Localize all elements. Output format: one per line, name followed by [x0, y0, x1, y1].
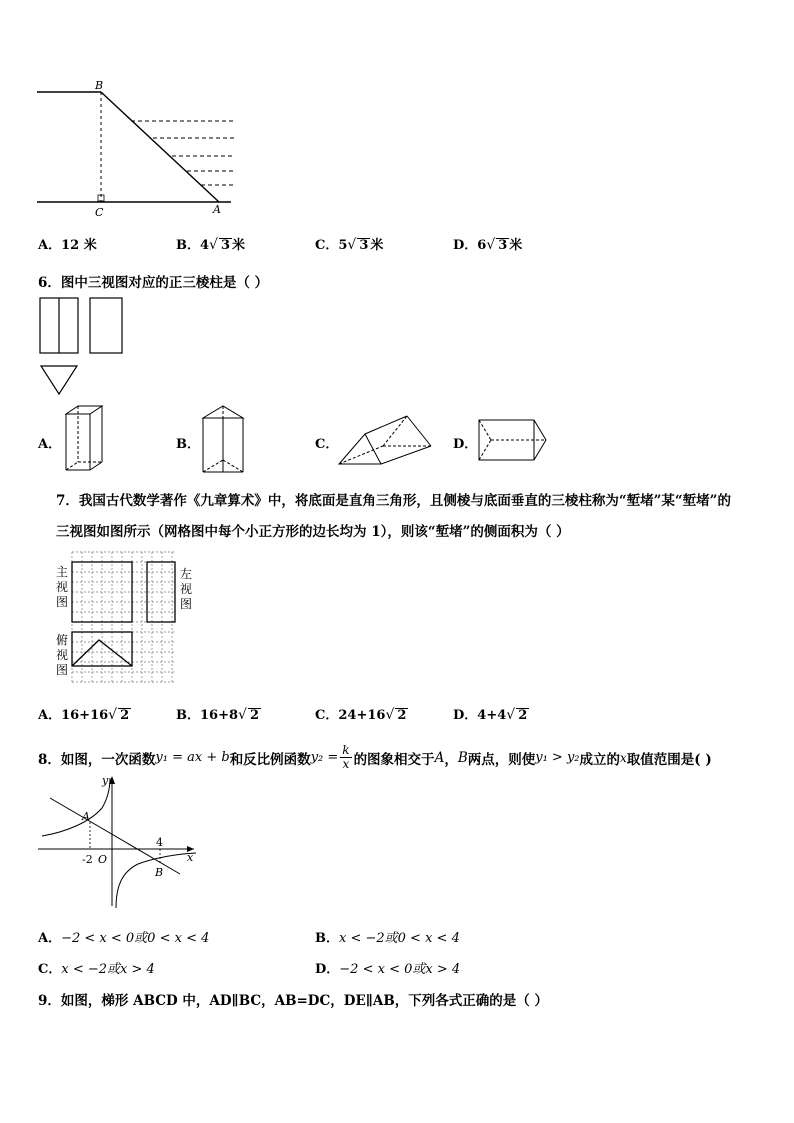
- q5-option-c[interactable]: C．5√ 3 米: [315, 237, 384, 253]
- fraction-k-over-x: $\frac{k}{x}$: [342, 743, 350, 771]
- q5-option-d[interactable]: D．6√ 3 米: [453, 237, 523, 253]
- q5-option-a[interactable]: A．12 米: [38, 238, 97, 253]
- q7-option-c[interactable]: C．24+16√ 2: [315, 707, 407, 723]
- q7-left-view-label: 左 视 图: [180, 567, 193, 611]
- q8-option-d[interactable]: D．−2 < x < 0或x > 4: [315, 962, 461, 977]
- q6-option-d[interactable]: D．: [453, 437, 478, 452]
- q6-three-views: [38, 296, 128, 402]
- q6-option-b[interactable]: B．: [176, 437, 200, 452]
- q8-stem: 8．如图，一次函数 y₁ = ax + b 和反比例函数 y₂ = $\frac{k}{x}$ 的图象相交于 A ， B 两点，则使 y₁ > y₂ 成立的 x 取值范围是( ): [38, 743, 712, 771]
- tick-neg2-label: -2: [82, 853, 93, 866]
- q7-top-view-label: 俯 视 图: [56, 633, 69, 677]
- tick-4-label: 4: [156, 836, 163, 849]
- q6-stem: 6．图中三视图对应的正三棱柱是（ ）: [38, 275, 269, 291]
- q8-graph: [36, 770, 206, 910]
- label-c: C: [95, 206, 104, 219]
- q6-option-c[interactable]: C．: [315, 437, 339, 452]
- point-a-label: A: [82, 810, 90, 823]
- q8-option-b[interactable]: B．x < −2或0 < x < 4: [315, 931, 460, 946]
- axis-x-label: x: [187, 851, 194, 864]
- axis-y-label: y: [102, 774, 109, 787]
- q6-prism-a: [60, 402, 110, 478]
- q8-option-c[interactable]: C．x < −2或x > 4: [38, 962, 155, 977]
- q6-prism-d: [476, 418, 552, 464]
- q7-option-b[interactable]: B．16+8√ 2: [176, 707, 259, 723]
- q7-option-d[interactable]: D．4+4√ 2: [453, 707, 528, 723]
- q6-prism-b: [198, 402, 248, 478]
- q9-stem: 9．如图，梯形 ABCD 中，AD∥BC，AB=DC，DE∥AB，下列各式正确的是（ ）: [38, 993, 548, 1009]
- q5-option-b[interactable]: B．4√ 3 米: [176, 237, 246, 253]
- q7-main-view-label: 主 视 图: [56, 565, 69, 609]
- label-a: A: [213, 203, 221, 216]
- q7-option-a[interactable]: A．16+16√ 2: [38, 707, 130, 723]
- q6-prism-c: [335, 414, 435, 470]
- q7-stem-line1: 7．我国古代数学著作《九章算术》中，将底面是直角三角形，且侧棱与底面垂直的三棱柱称为“堑堵”某“堑堵”的: [56, 493, 731, 509]
- q6-option-a[interactable]: A．: [38, 437, 62, 452]
- q5-figure: [35, 76, 235, 221]
- point-b-label: B: [155, 866, 164, 879]
- origin-label: O: [98, 853, 108, 866]
- q7-stem-line2: 三视图如图所示（网格图中每个小正方形的边长均为 1），则该“堑堵”的侧面积为（ ）: [56, 524, 570, 540]
- q8-option-a[interactable]: A．−2 < x < 0或0 < x < 4: [38, 931, 210, 946]
- label-b: B: [95, 79, 104, 92]
